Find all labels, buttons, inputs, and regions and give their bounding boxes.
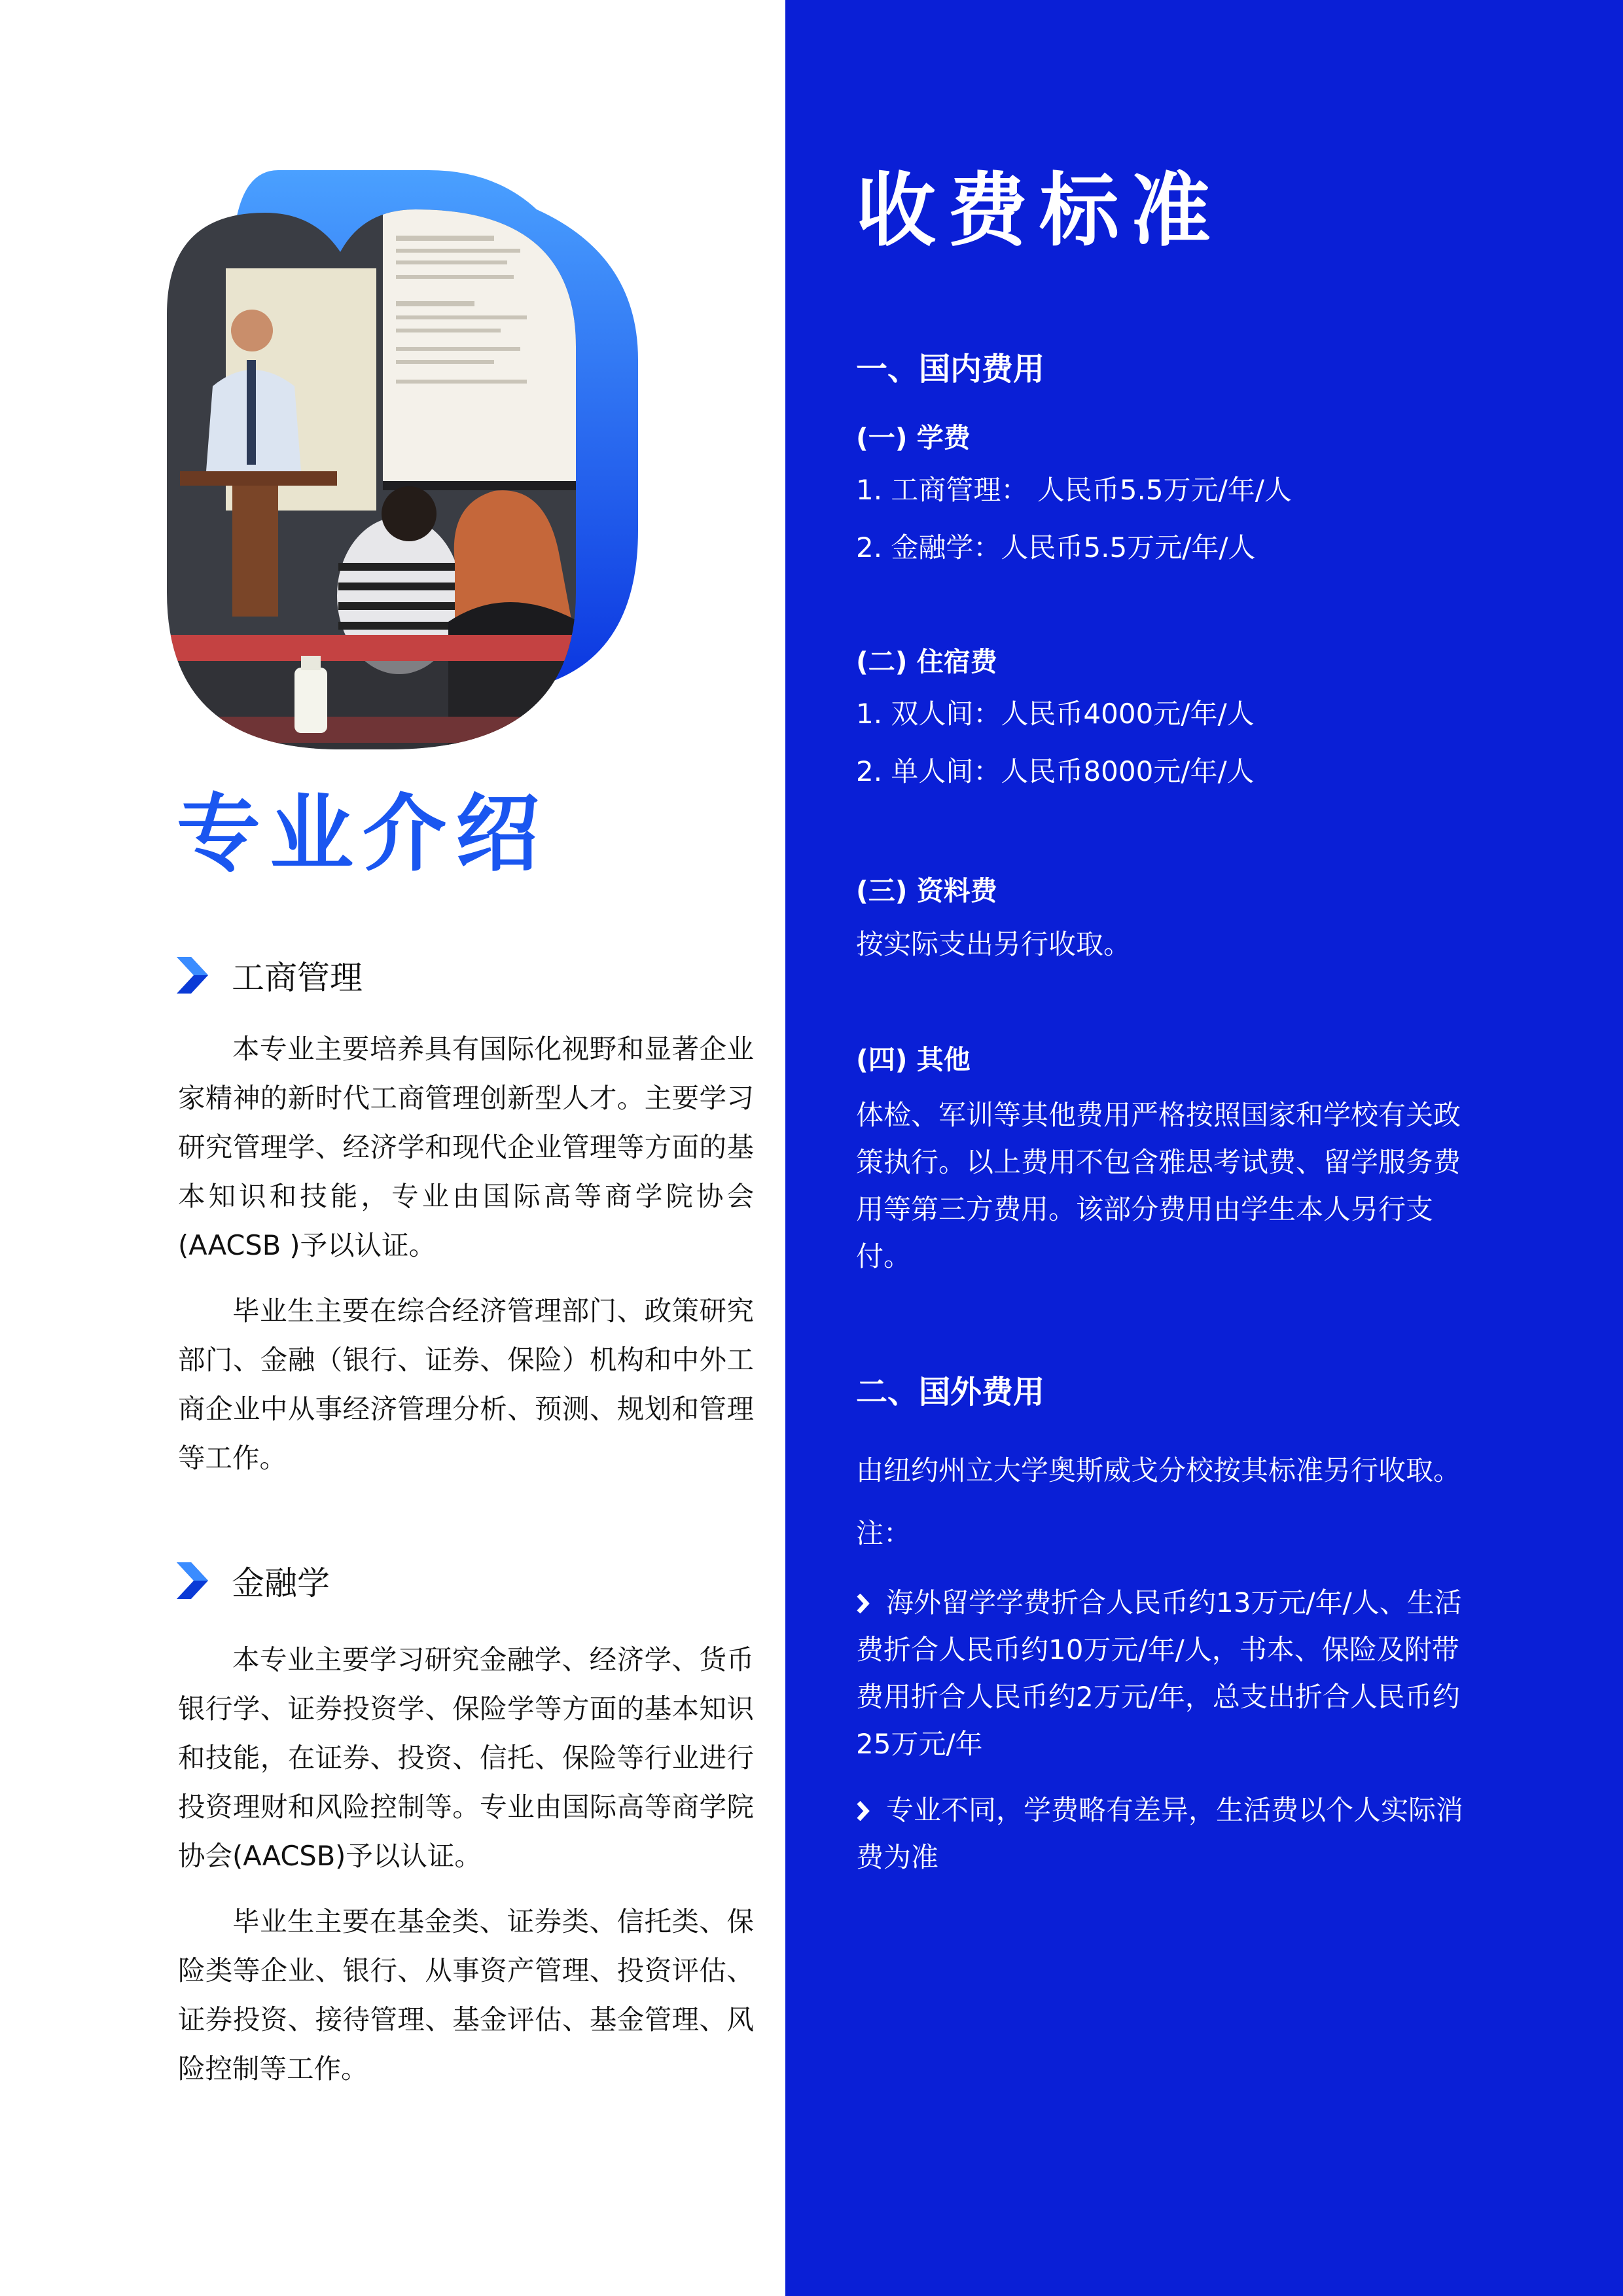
major-description: 本专业主要培养具有国际化视野和显著企业家精神的新时代工商管理创新型人才。主要学习研究管理学、经济学和现代企业管理等方面的基本知识和技能，专业由国际高等商学院协会(AACSB )予以认证。 <box>178 1033 754 1261</box>
chevron-right-icon <box>856 1801 874 1821</box>
major-heading-finance <box>177 1554 330 1607</box>
housing-item: 1. 双人间：人民币4000元/年/人 <box>856 698 1255 730</box>
housing-item: 2. 单人间：人民币8000元/年/人 <box>856 755 1255 787</box>
major-career: 毕业生主要在综合经济管理部门、政策研究部门、金融（银行、证券、保险）机构和中外工商企业中从事经济管理分析、预测、规划和管理等工作。 <box>178 1295 754 1474</box>
classroom-photo <box>167 164 638 753</box>
major-name: 工商管理 <box>232 959 363 997</box>
chevron-right-icon <box>856 1594 874 1613</box>
housing-heading: (二) 住宿费 <box>856 646 997 677</box>
domestic-fees-heading: 一、国内费用 <box>856 351 1045 387</box>
major-name: 金融学 <box>232 1564 330 1602</box>
note-label: 注： <box>856 1517 912 1549</box>
tuition-heading: (一) 学费 <box>856 422 971 454</box>
note-text: 海外留学学费折合人民币约13万元/年/人、生活费折合人民币约10万元/年/人，书本、保险及附带费用折合人民币约2万元/年，总支出折合人民币约25万元/年 <box>856 1587 1462 1760</box>
major-heading-business <box>177 949 363 1001</box>
other-fees-text: 体检、军训等其他费用严格按照国家和学校有关政策执行。以上费用不包含雅思考试费、留学服务费用等第三方费用。该部分费用由学生本人另行支付。 <box>856 1099 1461 1272</box>
major-career: 毕业生主要在基金类、证券类、信托类、保险类等企业、银行、从事资产管理、投资评估、证券投资、接待管理、基金评估、基金管理、风险控制等工作。 <box>178 1905 754 2085</box>
materials-heading: (三) 资料费 <box>856 875 997 906</box>
overseas-fees-heading: 二、国外费用 <box>856 1374 1045 1410</box>
materials-text: 按实际支出另行收取。 <box>856 928 1132 960</box>
overseas-fees-text: 由纽约州立大学奥斯威戈分校按其标准另行收取。 <box>856 1454 1461 1486</box>
tuition-item: 1. 工商管理： 人民币5.5万元/年/人 <box>856 474 1292 506</box>
major-description: 本专业主要学习研究金融学、经济学、货币银行学、证券投资学、保险学等方面的基本知识和技能，在证券、投资、信托、保险等行业进行投资理财和风险控制等。专业由国际高等商学院协会(AACSB)予以认证。 <box>178 1643 754 1872</box>
note-text: 专业不同，学费略有差异，生活费以个人实际消费为准 <box>856 1794 1464 1873</box>
chevron-right-icon <box>177 1562 208 1599</box>
tuition-item: 2. 金融学：人民币5.5万元/年/人 <box>856 531 1256 564</box>
chevron-right-icon <box>177 957 208 994</box>
fee-standard-title: 收费标准 <box>856 164 1222 257</box>
note-item <box>856 1787 1471 1881</box>
major-intro-title: 专业介绍 <box>177 785 549 883</box>
note-item <box>856 1579 1471 1768</box>
left-panel <box>0 0 785 2296</box>
other-fees-heading: (四) 其他 <box>856 1044 971 1075</box>
